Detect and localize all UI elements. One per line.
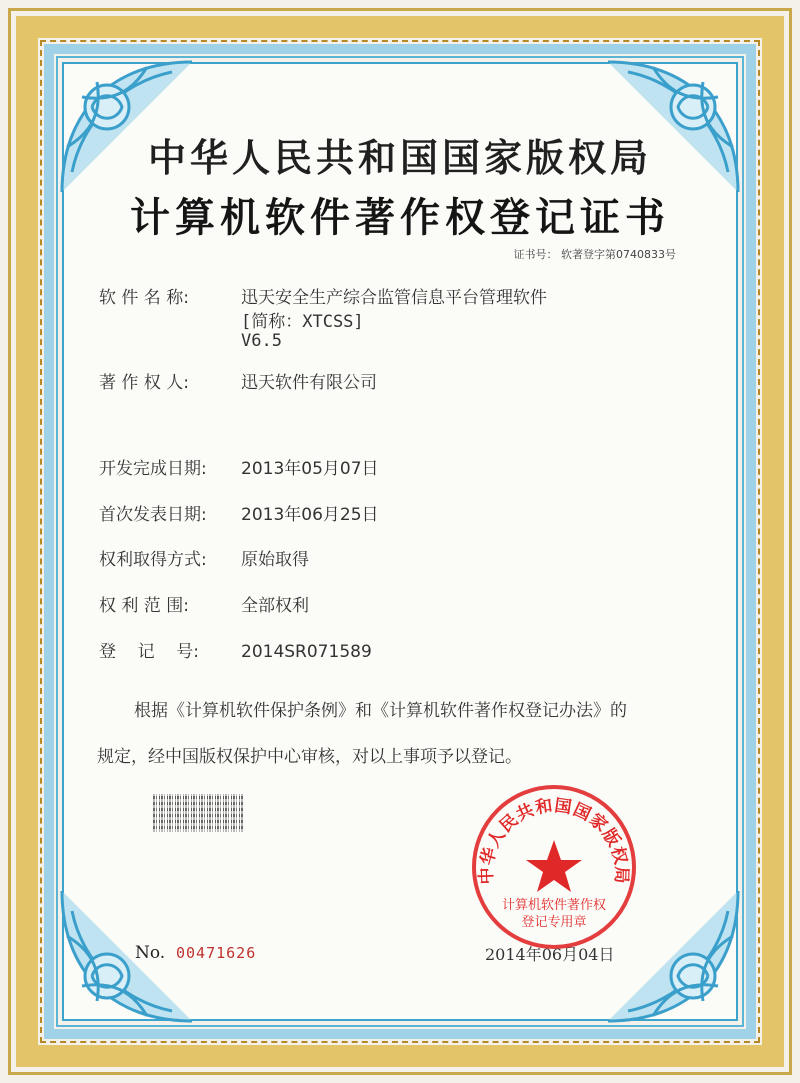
field-label: 著 作 权 人:	[99, 373, 189, 393]
official-seal	[469, 782, 639, 952]
field-value: 原始取得	[241, 550, 309, 570]
field-label: 首次发表日期:	[99, 505, 207, 525]
field-value: 迅天安全生产综合监管信息平台管理软件	[241, 288, 547, 308]
statement-line-2: 规定，经中国版权保护中心审核，对以上事项予以登记。	[97, 747, 522, 767]
field-label: 权 利 范 围:	[99, 596, 189, 616]
software-version: V6.5	[241, 331, 282, 351]
field-label: 登 记 号:	[99, 642, 199, 662]
field-label: 权利取得方式:	[99, 550, 207, 570]
field-rights-scope	[99, 591, 309, 616]
seal-inner-line-1: 计算机软件著作权	[501, 898, 607, 913]
field-value: 迅天软件有限公司	[241, 373, 377, 393]
software-short-name: [简称：XTCSS]	[241, 312, 364, 332]
field-value: 2013年06月25日	[241, 505, 379, 525]
field-owner	[99, 368, 377, 393]
serial-number: 00471626	[176, 944, 257, 962]
authority-title: 中华人民共和国国家版权局	[147, 135, 652, 180]
seal-ring-text: 中华人民共和国国家版权局	[476, 795, 632, 885]
certificate-number: 证书号： 软著登字第0740833号	[513, 248, 676, 261]
field-value: 2014SR071589	[241, 642, 372, 662]
barcode	[153, 794, 243, 832]
field-dev-date	[99, 454, 379, 479]
field-software-name	[99, 283, 547, 308]
field-label: 开发完成日期:	[99, 459, 207, 479]
issue-date: 2014年06月04日	[485, 945, 615, 964]
statement-line-1: 根据《计算机软件保护条例》和《计算机软件著作权登记办法》的	[134, 701, 627, 721]
seal-star-icon	[526, 840, 582, 892]
field-value: 2013年05月07日	[241, 459, 379, 479]
serial-label: No.	[135, 943, 166, 963]
seal-inner-line-2: 登记专用章	[521, 915, 587, 930]
field-pub-date	[99, 500, 379, 525]
field-registration-number	[99, 637, 372, 662]
field-value: 全部权利	[241, 596, 309, 616]
certificate-title: 计算机软件著作权登记证书	[130, 194, 670, 241]
field-label: 软 件 名 称:	[99, 288, 189, 308]
field-acquire-method	[99, 545, 309, 570]
